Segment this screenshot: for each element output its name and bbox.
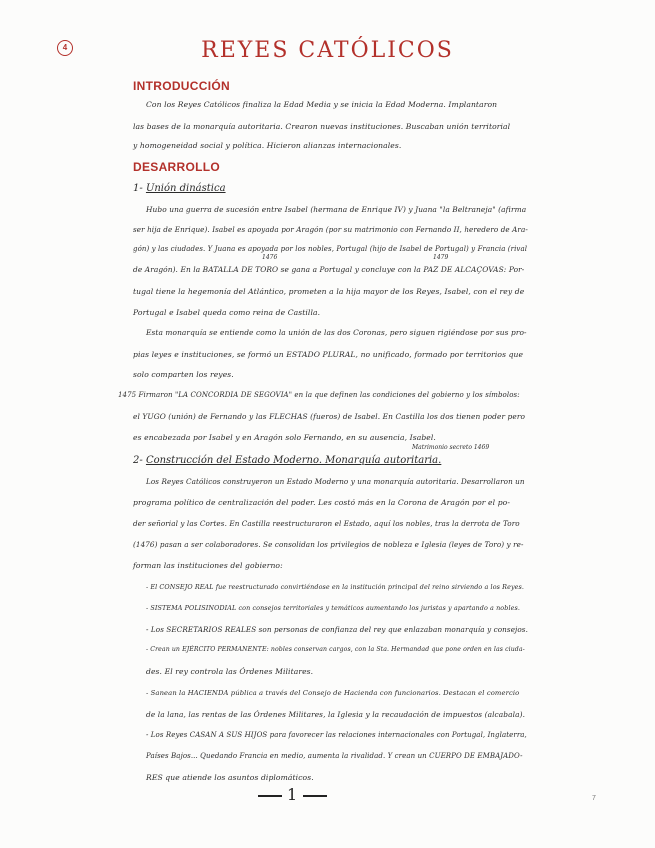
sub2-line-2: programa político de centralización del poder. Les costó más en la Corona de Aragón por el po-: [133, 498, 510, 507]
intro-line-1: Con los Reyes Católicos finaliza la Edad Media y se inicia la Edad Moderna. Implantaron: [146, 100, 498, 109]
sub2-bullet-casan: - Los Reyes CASAN A SUS HIJOS para favorecer las relaciones internacionales con Portugal, Inglaterra,: [146, 731, 527, 739]
section-introduccion: INTRODUCCIÓN: [133, 79, 230, 93]
subheading-estado-moderno: [133, 455, 441, 466]
sub1-line-4: de Aragón). En la BATALLA DE TORO se gana a Portugal y concluye con la PAZ DE ALCAÇOVAS: Por-: [133, 265, 525, 274]
sub2-bullet-polisinodial: - SISTEMA POLISINODIAL con consejos territoriales y temáticos aumentando los juristas y apartando a nobles.: [146, 604, 520, 612]
intro-line-2: las bases de la monarquía autoritaria. Crearon nuevas instituciones. Buscaban unión territorial: [133, 122, 511, 131]
note-1479: 1479: [433, 254, 449, 261]
sub1-line-9: solo comparten los reyes.: [133, 370, 234, 379]
note-1476: 1476: [262, 254, 278, 261]
sub2-bullet-embajadores: RES que atiende los asuntos diplomáticos.: [146, 773, 314, 782]
page-number-dash-left: [258, 795, 282, 797]
sub1-line-5: tugal tiene la hegemonía del Atlántico, prometen a la hija mayor de los Reyes, Isabel, con el rey de: [133, 287, 525, 296]
subheading-label: Construcción del Estado Moderno. Monarquía autoritaria.: [145, 455, 442, 466]
page-title: REYES CATÓLICOS: [201, 38, 454, 63]
sub1-line-8: pias leyes e instituciones, se formó un ESTADO PLURAL, no unificado, formado por territorios que: [133, 350, 524, 359]
sub2-line-5: forman las instituciones del gobierno:: [133, 561, 283, 570]
sub2-bullet-hacienda-cont: de la lana, las rentas de las Órdenes Militares, la Iglesia y la recaudación de impuestos (alcabala).: [146, 710, 526, 719]
sub1-line-7: Esta monarquía se entiende como la unión de las dos Coronas, pero siguen rigiéndose por sus pro-: [146, 328, 527, 337]
sub1-line-2: ser hija de Enrique). Isabel es apoyada por Aragón (por su matrimonio con Fernando II, heredero de Ara-: [133, 225, 528, 234]
sub2-bullet-casan-cont: Países Bajos... Quedando Francia en medio, aumenta la rivalidad. Y crean un CUERPO DE EMBAJADO-: [146, 752, 523, 760]
corner-mark: 7: [592, 795, 596, 802]
subheading-number: 2-: [133, 455, 143, 466]
sub1-line-6: Portugal e Isabel queda como reina de Castilla.: [133, 308, 321, 317]
sub1-line-3: gón) y las ciudades. Y Juana es apoyada por los nobles, Portugal (hijo de Isabel de Portugal) y Francia (rival: [133, 245, 528, 253]
sub2-bullet-ejercito-cont: des. El rey controla las Órdenes Militares.: [146, 667, 314, 676]
page-number: 1: [287, 785, 298, 804]
sub2-bullet-hacienda: - Sanean la HACIENDA pública a través del Consejo de Hacienda con funcionarios. Destacan el comercio: [146, 689, 520, 697]
note-matrimonio: Matrimonio secreto 1469: [412, 444, 490, 451]
page-marker-circle: 4: [57, 40, 73, 56]
subheading-union-dinastica: [133, 183, 226, 194]
sub2-bullet-ejercito: - Crean un EJÉRCITO PERMANENTE: nobles conservan cargos, con la Sta. Hermandad que pone orden en las ciuda-: [146, 646, 525, 653]
sub1-line-10: 1475 Firmaron "LA CONCORDIA DE SEGOVIA" en la que definen las condiciones del gobierno y los símbolos:: [118, 391, 520, 399]
sub2-bullet-consejo-real: - El CONSEJO REAL fue reestructurado convirtiéndose en la institución principal del reino sirviendo a los Reyes.: [146, 583, 525, 591]
sub2-line-4: (1476) pasan a ser colaboradores. Se consolidan los privilegios de nobleza e Iglesia (leyes de Toro) y re-: [133, 540, 524, 549]
section-desarrollo: DESARROLLO: [133, 160, 220, 174]
sub2-line-3: der señorial y las Cortes. En Castilla reestructuraron el Estado, aquí los nobles, tras la derrota de Toro: [133, 519, 520, 528]
sub1-line-11: el YUGO (unión) de Fernando y las FLECHAS (fueros) de Isabel. En Castilla los dos tienen poder pero: [133, 412, 526, 421]
sub1-line-1: Hubo una guerra de sucesión entre Isabel (hermana de Enrique IV) y Juana "la Beltraneja" (afirma: [146, 205, 527, 214]
page-number-dash-right: [303, 795, 327, 797]
intro-line-3: y homogeneidad social y política. Hicieron alianzas internacionales.: [133, 141, 402, 150]
sub1-line-12: es encabezada por Isabel y en Aragón solo Fernando, en su ausencia, Isabel.: [133, 433, 436, 442]
sub2-line-1: Los Reyes Católicos construyeron un Estado Moderno y una monarquía autoritaria. Desarrollaron un: [146, 477, 525, 486]
sub2-bullet-secretarios: - Los SECRETARIOS REALES son personas de confianza del rey que enlazaban monarquía y consejos.: [146, 625, 528, 634]
subheading-number: 1-: [133, 183, 143, 194]
subheading-label: Unión dinástica: [145, 183, 226, 194]
